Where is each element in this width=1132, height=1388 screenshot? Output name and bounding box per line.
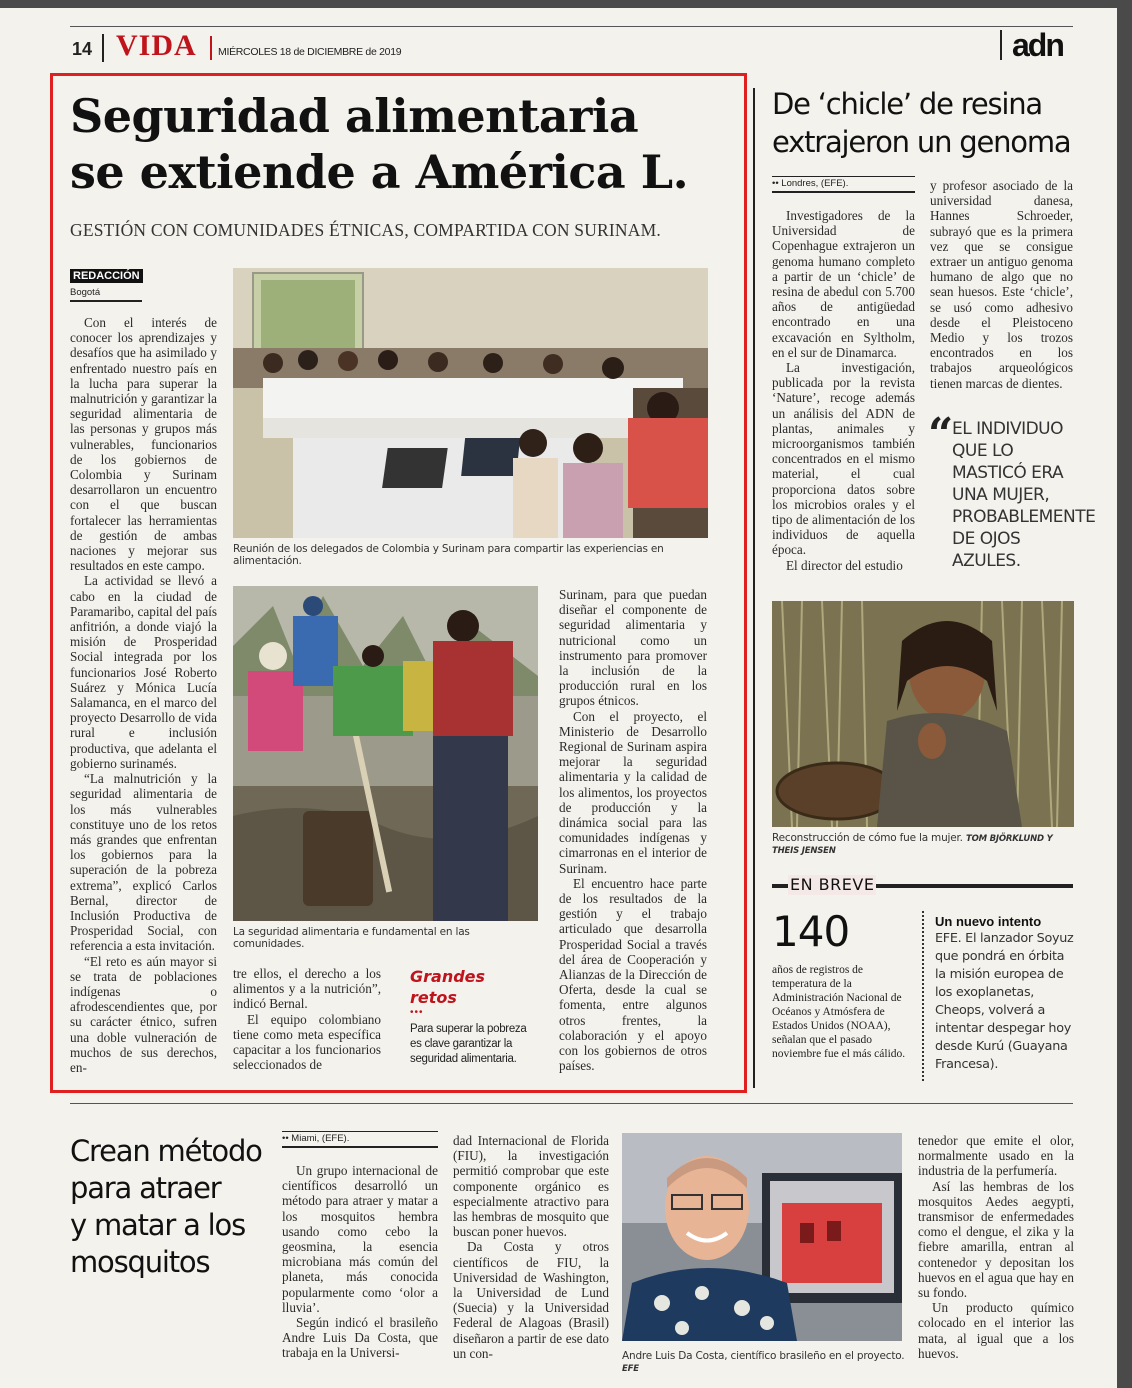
- main-column-3: [559, 587, 707, 1074]
- main-col2-p1: tre ellos, el derecho a los alimentos y a la nutrición”, indicó Bernal.: [233, 966, 381, 1012]
- mosquito-col2-p2: Da Costa y otros científicos de FIU, la Universidad de Washington, la Universidad de Lund (Suecia) y la Universidad Federal de Alagoas (Brasil) diseñaron a partir de ese dato un con-: [453, 1239, 609, 1361]
- bottom-separator: [70, 1103, 1073, 1104]
- mosquito-col3-p3: Un producto químico colocado en el interior las mata, al igual que a los huevos.: [918, 1300, 1074, 1361]
- scientist-caption: [622, 1350, 912, 1374]
- main-column-1: [70, 315, 217, 1075]
- main-col1-p1: Con el interés de conocer los aprendizajes y desafíos que ha asimilado y enfrentado nuestro país en la lucha para superar la malnutrición y garantizar la seguridad alimentaria de las personas y grupos más vulnerables, funcionarios de los gobiernos de Colombia y Surinam desarrollaron un encuentro con el que buscan fortalecer las herramientas de gestión de ambas naciones y mejorar sus resultados en este campo.: [70, 315, 217, 574]
- chicle-col1-p2: La investigación, publicada por la revista ‘Nature’, recoge además un análisis del ADN de plantas, animales y microorganismos también concentrados en el mismo material, el cual proporciona datos sobre los microbios orales y el tipo de alimentación de los individuos de aquella época.: [772, 360, 915, 558]
- column-separator: [753, 88, 755, 1088]
- field-photo: [233, 586, 538, 921]
- mosquito-headline-line3: y matar a los: [70, 1208, 245, 1242]
- adn-logo: adn: [1012, 27, 1063, 63]
- en-breve-number: 140: [772, 907, 850, 956]
- mosquito-column-2: [453, 1133, 609, 1361]
- main-headline-line2: se extiende a América L.: [70, 145, 689, 199]
- chicle-col1-p3: El director del estudio: [786, 557, 903, 573]
- main-column-2: [233, 966, 381, 1072]
- main-col2-p2: El equipo colombiano tiene como meta específica capacitar a los funcionarios seleccionados de: [233, 1011, 381, 1073]
- quote-mark: “: [928, 409, 954, 460]
- chicle-column-1: [772, 208, 915, 573]
- mosquito-dateline: •• Miami, (EFE).: [282, 1133, 350, 1144]
- scientist-photo: [622, 1133, 902, 1341]
- reconstruction-credit: TOM BJÖRKLUND Y THEIS JENSEN: [772, 834, 1053, 856]
- main-col3-p2: Con el proyecto, el Ministerio de Desarrollo Regional de Surinam aspira mejorar la seguridad alimentaria y la calidad de los alimentos, los proyectos de producción y la dinámica social para las comunidades indígenas y cimarronas en el interior de Surinam.: [559, 708, 707, 876]
- mosquito-headline-line4: mosquitos: [70, 1245, 210, 1279]
- chicle-dateline-rule: [772, 191, 915, 193]
- main-headline: [70, 88, 740, 200]
- byline-rule: [70, 300, 142, 302]
- byline: REDACCIÓN: [70, 269, 143, 283]
- byline-location: Bogotá: [70, 287, 101, 298]
- newspaper-page: [0, 8, 1117, 1388]
- sidebar-title: [410, 966, 485, 1008]
- sidebar-text: Para superar la pobreza es clave garantizar la seguridad alimentaria.: [410, 1023, 527, 1065]
- mosquito-dateline-rule-top: [282, 1131, 438, 1132]
- mosquito-col1-p1: Un grupo internacional de científicos desarrolló un método para atraer y matar a los mosquitos hembra usando como cebo la geosmina, la esencia microbiana más común del planeta, más conocida popularmente como ‘olor a lluvia’.: [282, 1163, 438, 1315]
- chicle-column-2: [930, 178, 1073, 391]
- chicle-dateline: •• Londres, (EFE).: [772, 178, 849, 189]
- mosquito-headline-line1: Crean método: [70, 1134, 262, 1168]
- en-breve-item-title: Un nuevo intento: [935, 914, 1042, 929]
- main-col3-p3: El encuentro hace parte de los resultados de la gestión y el trabajo articulado que desarrolla Prosperidad Social a través del área de Cooperación y Alianzas de la Dirección de Oferta, desde la cual se fomenta, entre algunos otros frentes, la colaboración y el apoyo con los gobiernos de otros países.: [559, 875, 707, 1074]
- chicle-dateline-rule-top: [772, 176, 915, 177]
- meeting-photo-caption: Reunión de los delegados de Colombia y Surinam para compartir las experiencias en alimentación.: [233, 543, 664, 567]
- section-name: VIDA: [116, 29, 197, 62]
- en-breve-label: EN BREVE: [790, 875, 875, 894]
- main-col3-p1: Surinam, para que puedan diseñar el componente de seguridad alimentaria y nutricional como un instrumento para promover la inclusión de la producción rural en los grupos étnicos.: [559, 587, 707, 709]
- mosquito-col1-p2: Según indicó el brasileño Andre Luis Da Costa, que trabaja en la Universi-: [282, 1315, 438, 1361]
- mosquito-column-3: [918, 1133, 1074, 1361]
- section-divider: [210, 36, 212, 60]
- mosquito-headline-line2: para atraer: [70, 1171, 221, 1205]
- en-breve-number-text: años de registros de temperatura de la Administración Nacional de Océanos y Atmósfera de Estados Unidos (NOAA), señalan que el pasado noviembre fue el más cálido.: [772, 964, 906, 1060]
- mosquito-col2-p1: dad Internacional de Florida (FIU), la investigación permitió comprobar que este componente orgánico es especialmente atractivo para las hembras de mosquito que buscan poner huevos.: [453, 1133, 609, 1240]
- reconstruction-caption: [772, 832, 1082, 856]
- header-top-rule: [70, 26, 1073, 27]
- scientist-credit: EFE: [622, 1364, 639, 1374]
- mosquito-headline: [70, 1133, 280, 1281]
- main-col1-p3: “La malnutrición y la seguridad alimentaria de los más vulnerables constituye uno de los retos más grandes que enfrentan los gobiernos para la superación de la pobreza extrema”, explicó Carlos Bernal, director de Inclusión Productiva de Prosperidad Social, con referencia a esta invitación.: [70, 771, 217, 954]
- pull-quote: EL INDIVIDUO QUE LO MASTICÓ ERA UNA MUJER, PROBABLEMENTE DE OJOS AZULES.: [952, 419, 1096, 571]
- sidebar-title-line2: retos: [410, 988, 457, 1007]
- field-photo-caption: La seguridad alimentaria e fundamental en las comunidades.: [233, 926, 470, 950]
- reconstruction-caption-text: Reconstrucción de cómo fue la mujer.: [772, 832, 963, 844]
- mosquito-column-1: [282, 1163, 438, 1361]
- chicle-headline-line1: De ‘chicle’ de resina: [772, 87, 1042, 121]
- chicle-headline-line2: extrajeron un genoma: [772, 125, 1071, 159]
- main-subtitle: GESTIÓN CON COMUNIDADES ÉTNICAS, COMPARTIDA CON SURINAM.: [70, 220, 661, 240]
- mosquito-col3-p1: tenedor que emite el olor, normalmente usado en la industria de la perfumería.: [918, 1133, 1074, 1179]
- chicle-headline: [772, 85, 1082, 161]
- main-col1-p4: “El reto es aún mayor si se trata de poblaciones indígenas o afrodescendientes que, por su carácter étnico, sufren una doble vulneración de muchos de sus derechos, en-: [70, 953, 217, 1075]
- logo-divider: [1000, 30, 1002, 60]
- chicle-col2-text: y profesor asociado de la universidad danesa, Hannes Schroeder, subrayó que es la primera vez que se consigue extraer un antiguo genoma humano de algo que no sean huesos. Este ‘chicle’, se usó como adhesivo desde el Pleistoceno Medio y los trozos encontrados en los trabajos arqueológicos tienen marcas de dientes.: [930, 178, 1073, 391]
- main-col1-p2: La actividad se llevó a cabo en la ciudad de Paramaribo, capital del país anfitrión, a donde viajó la misión de Prosperidad Social integrada por los funcionarios José Roberto Suárez y Mónica Lucía Salamanca, en el marco del proyecto Desarrollo de vida rural e inclusión productiva, que adelanta el gobierno surinamés.: [70, 573, 217, 771]
- chicle-col1-p1: Investigadores de la Universidad de Copenhague extrajeron un genoma humano completo a partir de un ‘chicle’ de resina de abedul con 5.700 años de antigüedad encontrado en una excavación en Syltholm, en el sur de Dinamarca.: [772, 208, 915, 360]
- mosquito-dateline-rule: [282, 1146, 438, 1148]
- sidebar-title-line1: Grandes: [410, 967, 486, 986]
- page-number: 14: [72, 39, 93, 59]
- reconstruction-photo: [772, 601, 1074, 827]
- en-breve-item-text: EFE. El lanzador Soyuz que pondrá en órbita la misión europea de los exoplanetas, Cheops, volverá a intentar despegar hoy desde Kurú (Guayana Francesa).: [935, 931, 1074, 1072]
- mosquito-col3-p2: Así las hembras de los mosquitos Aedes aegypti, transmisor de enfermedades como el dengue, el zika y la fiebre amarilla, entran al contenedor y depositan los huevos en el agua que hay en su fondo.: [918, 1178, 1074, 1301]
- header-date: MIÉRCOLES 18 de DICIEMBRE de 2019: [218, 46, 402, 58]
- scientist-caption-text: Andre Luis Da Costa, científico brasileño en el proyecto.: [622, 1350, 905, 1362]
- page-number-box: [64, 34, 104, 62]
- sidebar-dots: •••: [410, 1007, 424, 1018]
- meeting-photo: [233, 268, 708, 538]
- main-headline-line1: Seguridad alimentaria: [70, 89, 639, 143]
- en-breve-divider: [922, 911, 924, 1081]
